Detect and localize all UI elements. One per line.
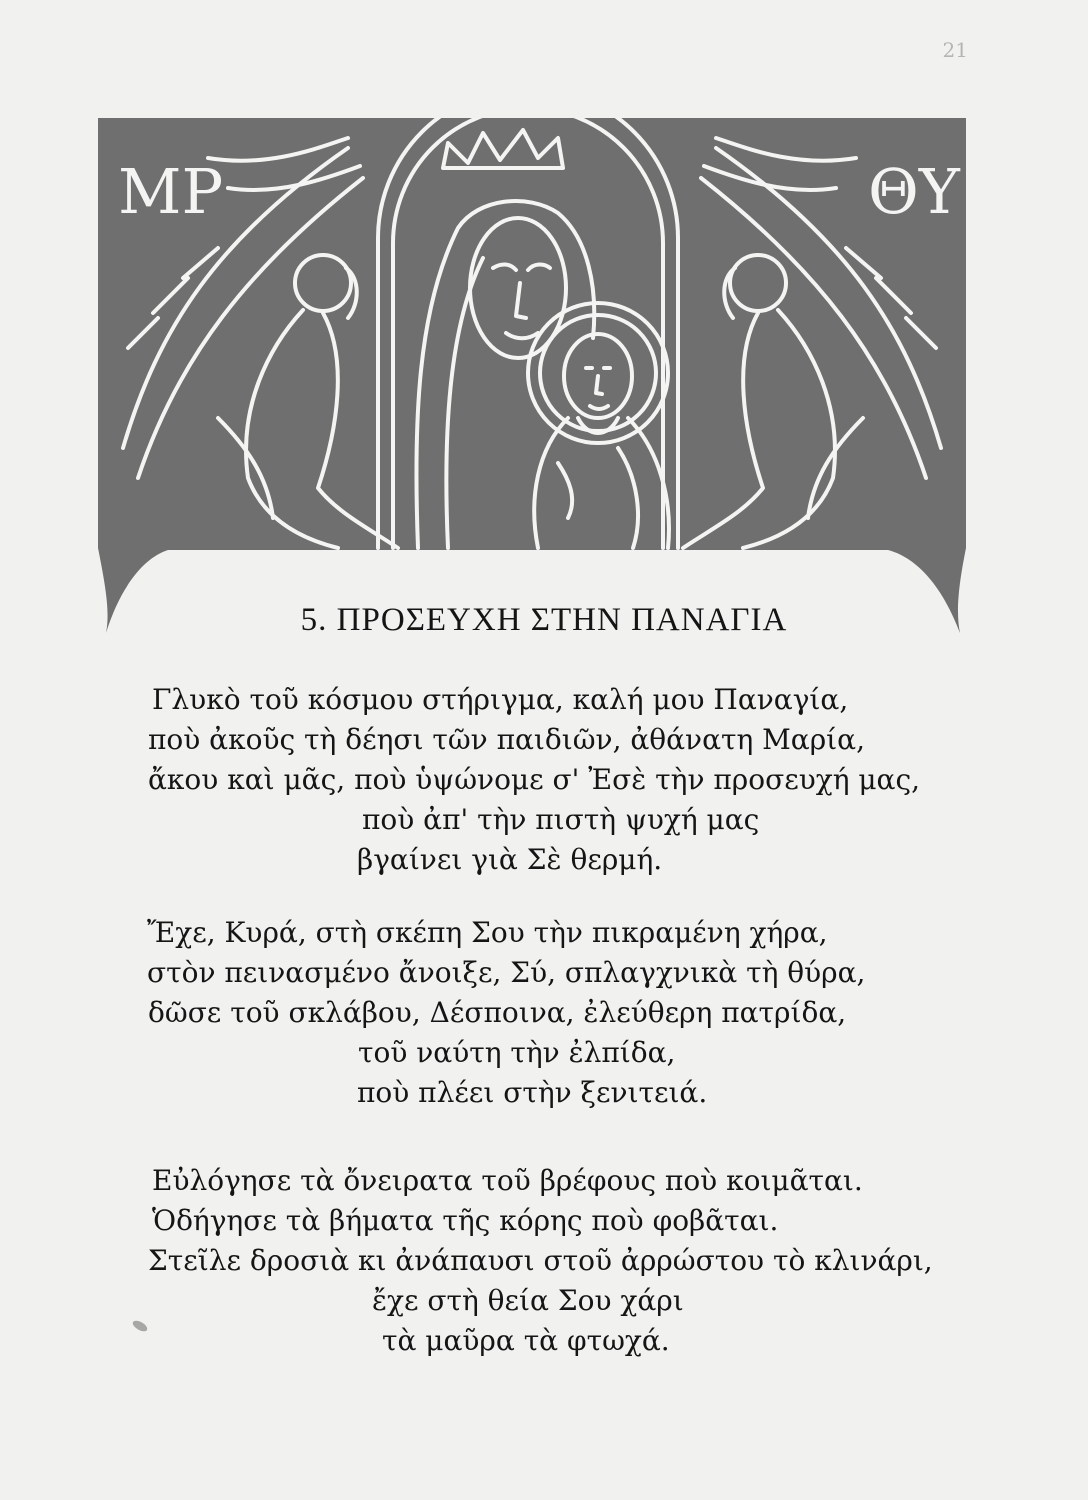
poem-line: Γλυκὸ τοῦ κόσμου στήριγμα, καλή μου Παναγία, xyxy=(152,683,849,716)
poem-line: ἄκου καὶ μᾶς, ποὺ ὑψώνομε σ' Ἐσὲ τὴν προσευχή μας, xyxy=(148,763,921,796)
poem-title: 5. ΠΡΟΣΕΥΧΗ ΣΤΗΝ ΠΑΝΑΓΙΑ xyxy=(300,602,788,638)
poem-line: βγαίνει γιὰ Σὲ θερμή. xyxy=(357,843,663,876)
page-number: 21 xyxy=(942,38,968,62)
virgin-and-child-illustration xyxy=(98,118,966,638)
poem-line: ποὺ πλέει στὴν ξενιτειά. xyxy=(357,1076,708,1109)
poem-line: Ὁδήγησε τὰ βήματα τῆς κόρης ποὺ φοβᾶται. xyxy=(152,1204,779,1237)
poem-line: ἔχε στὴ θεία Σου χάρι xyxy=(372,1284,684,1317)
poem-line: ποὺ ἀκοῦς τὴ δέησι τῶν παιδιῶν, ἀθάνατη Μαρία, xyxy=(148,723,865,756)
poem-line: Εὐλόγησε τὰ ὄνειρατα τοῦ βρέφους ποὺ κοιμᾶται. xyxy=(152,1164,863,1197)
poem-line: ποὺ ἀπ' τὴν πιστὴ ψυχή μας xyxy=(362,803,760,836)
poem-line: δῶσε τοῦ σκλάβου, Δέσποινα, ἐλεύθερη πατρίδα, xyxy=(148,996,847,1029)
poem-line: Στεῖλε δροσιὰ κι ἀνάπαυσι στοῦ ἀρρώστου τὸ κλινάρι, xyxy=(148,1244,933,1277)
poem-line: Ἔχε, Κυρά, στὴ σκέπη Σου τὴν πικραμένη χήρα, xyxy=(147,916,828,949)
ink-smudge xyxy=(131,1319,149,1334)
monogram-right: ΘΥ xyxy=(868,155,960,228)
poem-line: τοῦ ναύτη τὴν ἐλπίδα, xyxy=(358,1036,676,1069)
poem-line: τὰ μαῦρα τὰ φτωχά. xyxy=(382,1324,670,1357)
monogram-left: ΜΡ xyxy=(118,155,224,228)
poem-line: στὸν πεινασμένο ἄνοιξε, Σύ, σπλαγχνικὰ τὴ θύρα, xyxy=(147,956,866,989)
